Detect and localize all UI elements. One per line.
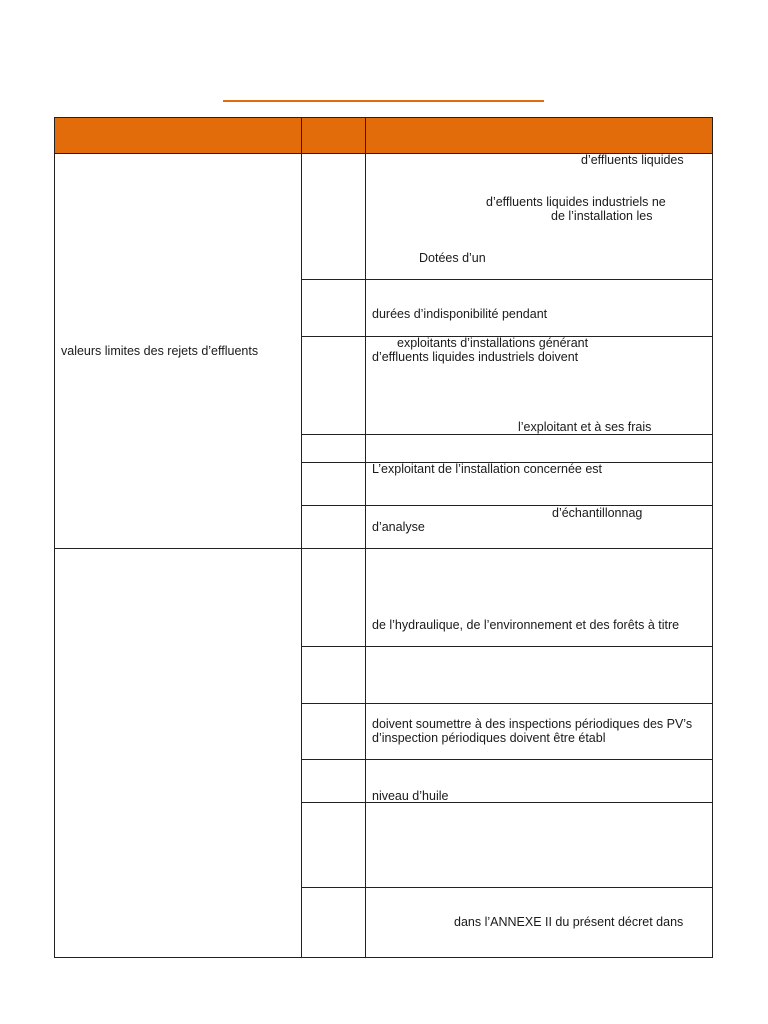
cell-text: d’effluents liquides industriels ne: [486, 195, 666, 209]
row-border: [302, 703, 712, 704]
cell-text: d’échantillonnag: [552, 506, 643, 520]
row-border: [302, 279, 712, 280]
regulation-table: [54, 117, 713, 958]
row-border: [302, 802, 712, 803]
column-divider-1: [301, 118, 302, 957]
cell-text: durées d’indisponibilité pendant: [372, 307, 548, 321]
cell-text: de l’installation les: [551, 209, 653, 223]
cell-text: niveau d’huile: [372, 789, 449, 803]
cell-text: dans l’ANNEXE II du présent décret dans: [454, 915, 684, 929]
row-border: [302, 887, 712, 888]
cell-text: d’analyse: [372, 520, 425, 534]
row-border: [302, 759, 712, 760]
row-border: [302, 505, 712, 506]
cell-text: d’effluents liquides: [581, 153, 684, 167]
section-border: [55, 548, 712, 549]
section-1-label: valeurs limites des rejets d’effluents: [61, 344, 259, 358]
cell-text: de l’hydraulique, de l’environnement et des forêts à titre: [372, 618, 680, 632]
title-underline: [223, 100, 544, 102]
column-divider-2: [365, 118, 366, 957]
cell-text: exploitants d’installations générant: [397, 336, 589, 350]
cell-text: d’effluents liquides industriels doivent: [372, 350, 579, 364]
cell-text: d’inspection périodiques doivent être établ: [372, 731, 606, 745]
cell-text: Dotées d’un: [419, 251, 486, 265]
row-border: [302, 646, 712, 647]
row-border: [302, 434, 712, 435]
cell-text: doivent soumettre à des inspections périodiques des PV’s: [372, 717, 693, 731]
cell-text: l’exploitant et à ses frais: [518, 420, 652, 434]
cell-text: L’exploitant de l’installation concernée est: [372, 462, 603, 476]
